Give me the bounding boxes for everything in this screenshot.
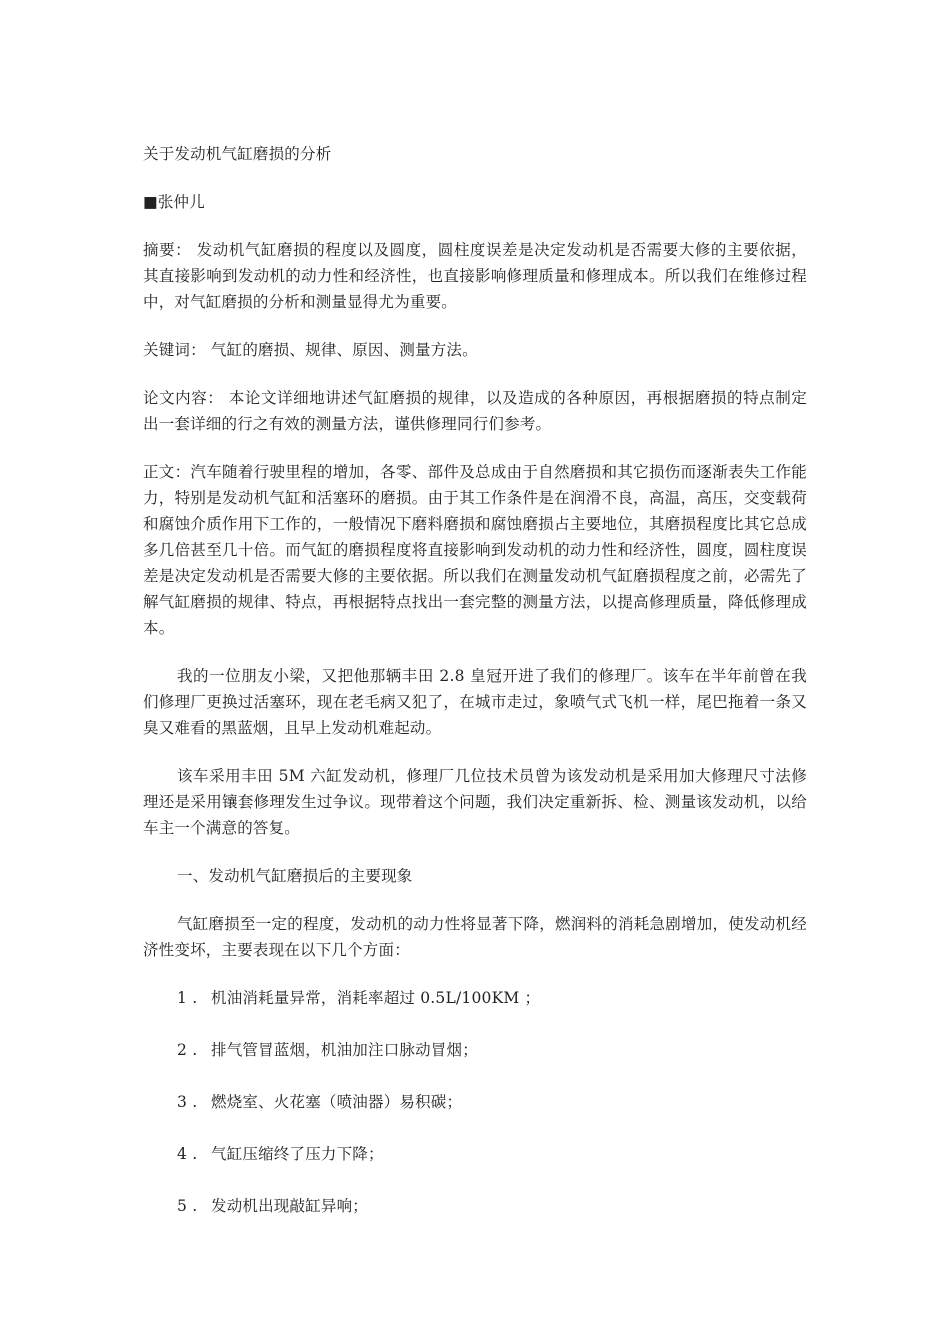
list-item (143, 1037, 807, 1063)
section-heading: 一、发动机气缸磨损后的主要现象 (177, 867, 413, 885)
list-item (143, 1193, 807, 1219)
body-intro-paragraph: 正文：汽车随着行驶里程的增加，各零、部件及总成由于自然磨损和其它损伤而逐渐表失工作能力，特别是发动机气缸和活塞环的磨损。由于其工作条件是在润滑不良，高温，高压，交变载荷和腐蚀介质作用下工作的，一般情况下磨料磨损和腐蚀磨损占主要地位，其磨损程度比其它总成多几倍甚至几十倍。而气缸的磨损程度将直接影响到发动机的动力性和经济性，圆度，圆柱度误差是决定发动机是否需要大修的主要依据。所以我们在测量发动机气缸磨损程度之前，必需先了解气缸磨损的规律、特点，再根据特点找出一套完整的测量方法，以提高修理质量，降低修理成本。 (143, 463, 807, 637)
list-item-text: 气缸压缩终了压力下降； (211, 1145, 384, 1163)
list-item-number: 2 . (177, 1041, 198, 1059)
list-item (143, 1141, 807, 1167)
author-line: ■张仲儿 (143, 193, 205, 211)
list-item-number: 4 . (177, 1145, 198, 1163)
content-summary-paragraph: 论文内容： 本论文详细地讲述气缸磨损的规律，以及造成的各种原因，再根据磨损的特点制定出一套详细的行之有效的测量方法，谨供修理同行们参考。 (143, 389, 807, 433)
document-page (143, 141, 807, 1245)
list-item-text: 发动机出现敲缸异响； (211, 1197, 369, 1215)
abstract-paragraph: 摘要： 发动机气缸磨损的程度以及圆度，圆柱度误差是决定发动机是否需要大修的主要依据，其直接影响到发动机的动力性和经济性，也直接影响修理质量和修理成本。所以我们在维修过程中，对气缸磨损的分析和测量显得尤为重要。 (143, 241, 807, 311)
section-intro-paragraph: 气缸磨损至一定的程度，发动机的动力性将显著下降，燃润料的消耗急剧增加，使发动机经济性变坏，主要表现在以下几个方面： (143, 915, 807, 959)
list-item-text: 机油消耗量异常，消耗率超过 0.5L/100KM ； (211, 989, 541, 1007)
list-item-number: 5 . (177, 1197, 198, 1215)
list-item (143, 1089, 807, 1115)
document-title: 关于发动机气缸磨损的分析 (143, 145, 332, 163)
list-item-number: 1 . (177, 989, 198, 1007)
list-item-number: 3 . (177, 1093, 198, 1111)
engine-paragraph: 该车采用丰田 5M 六缸发动机，修理厂几位技术员曾为该发动机是采用加大修理尺寸法修理还是采用镶套修理发生过争议。现带着这个问题，我们决定重新拆、检、测量该发动机，以给车主一个满意的答复。 (143, 767, 807, 837)
keywords-paragraph: 关键词： 气缸的磨损、规律、原因、测量方法。 (143, 341, 478, 359)
friend-car-paragraph: 我的一位朋友小梁，又把他那辆丰田 2.8 皇冠开进了我们的修理厂。该车在半年前曾在我们修理厂更换过活塞环，现在老毛病又犯了，在城市走过，象喷气式飞机一样，尾巴拖着一条又臭又难看的黑蓝烟，且早上发动机难起动。 (143, 667, 807, 737)
list-item-text: 燃烧室、火花塞（喷油器）易积碳； (211, 1093, 463, 1111)
list-item (143, 985, 807, 1011)
list-item-text: 排气管冒蓝烟，机油加注口脉动冒烟； (211, 1041, 478, 1059)
